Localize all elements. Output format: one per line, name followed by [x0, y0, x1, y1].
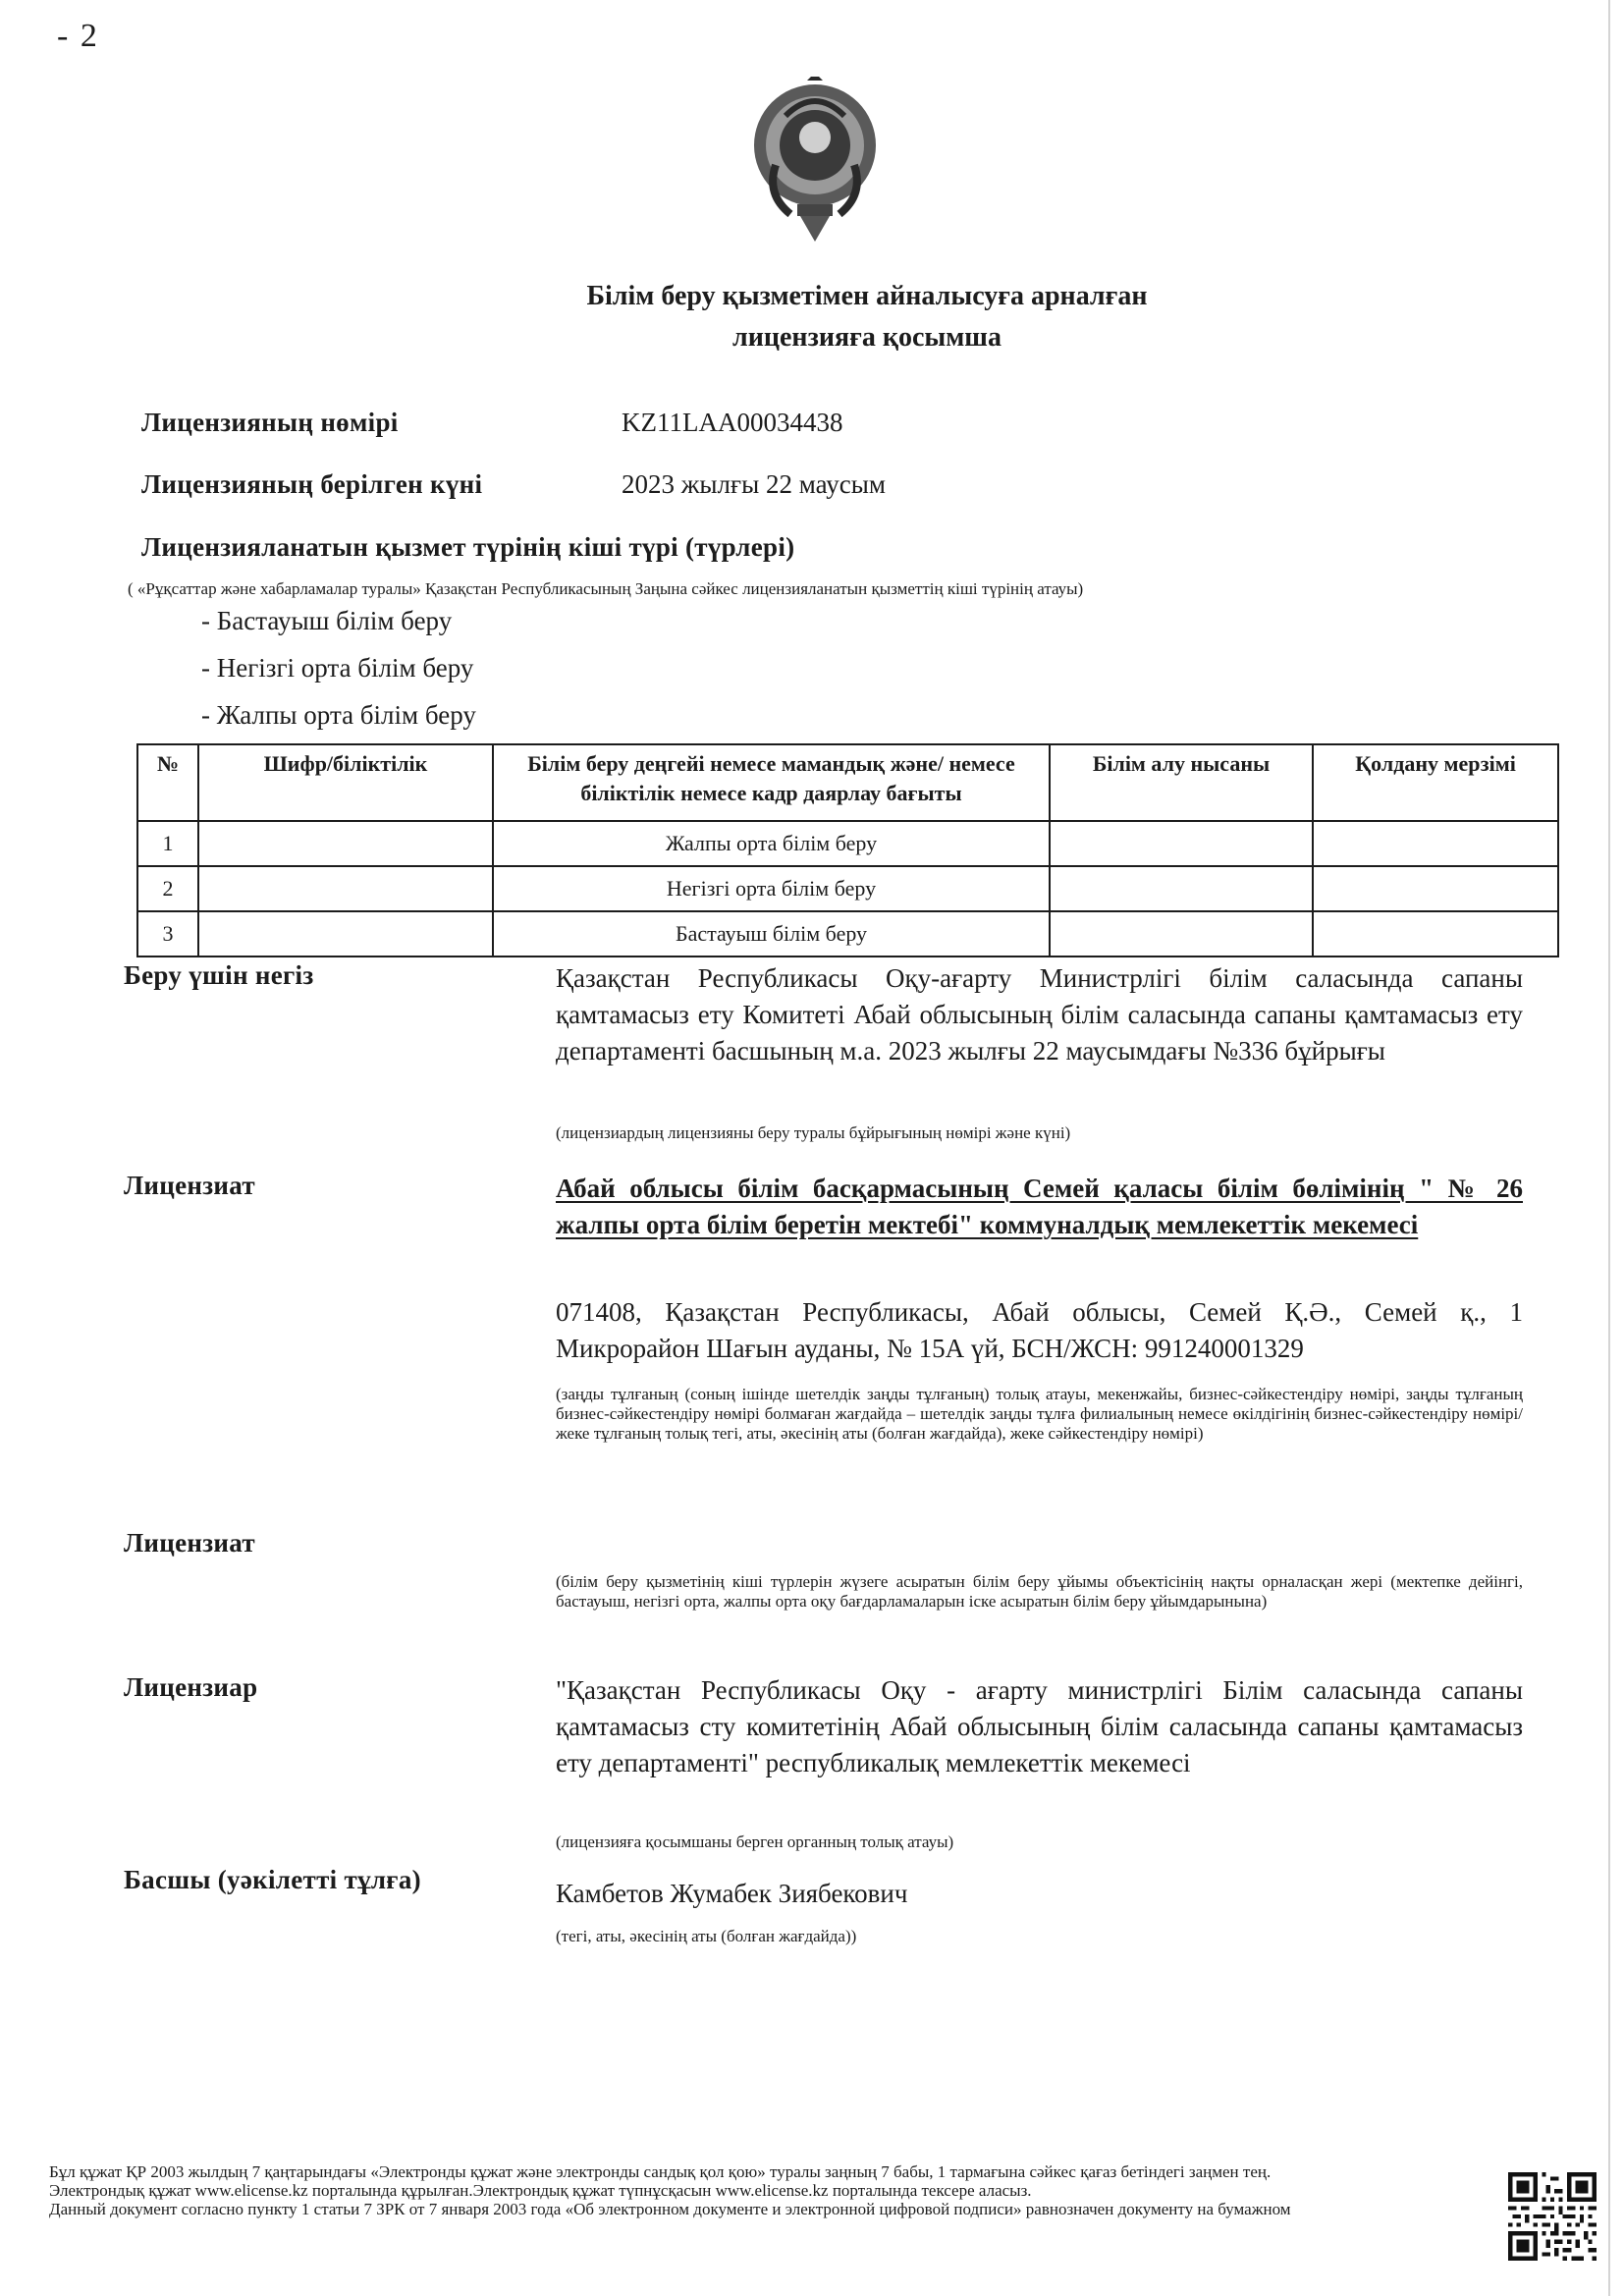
- document-title-line-1: Білім беру қызметімен айналысуға арналған: [586, 281, 1148, 311]
- state-emblem-icon: [746, 77, 884, 248]
- row-number: 1: [137, 821, 198, 866]
- basis-note: (лицензиардың лицензияны беру туралы бұйрығының нөмірі және күні): [556, 1123, 1071, 1142]
- scan-edge-divider: [1608, 0, 1610, 2296]
- license-number-label: Лицензияның нөмірі: [141, 408, 399, 437]
- subtypes-label: Лицензияланатын қызмет түрінің кіші түрі (түрлері): [141, 532, 795, 562]
- licensee-name: Абай облысы білім басқармасының Семей қаласы білім бөлімінің " № 26 жалпы орта білім беретін мектебі" коммуналдық мемлекеттік мекемесі: [556, 1174, 1523, 1239]
- licensee-note: (заңды тұлғаның (соның ішінде шетелдік заңды тұлғаның) толық атауы, мекенжайы, бизнес-сәйкестендіру нөмірі, заңды тұлғаның бизнес-сәйкестендіру нөмірі болмаған жағдайда – шетелдік заңды тұлға филиалының немесе өкілдігінің бизнес-сәйкестендіру нөмірі/жеке тұлғаның толық тегі, аты, әкесінің аты (болған жағдайда), жеке сәйкестендіру нөмірі): [556, 1385, 1523, 1443]
- licensee-location-note: (білім беру қызметінің кіші түрлерін жүзеге асыратын білім беру ұйымы объектісінің нақты орналасқан жері (мектепке дейінгі, бастауыш, негізгі орта, жалпы орта оқу бағдарламаларын іске асыратын білім беру ұйымдарынына): [556, 1572, 1523, 1611]
- footer-line: Электрондық құжат www.elicense.kz порталында құрылған.Электрондық құжат түпнұсқасын www.elicense.kz порталында тексере аласыз.: [49, 2181, 1032, 2200]
- column-header-number: №: [137, 744, 198, 821]
- row-code: [198, 821, 493, 866]
- table-row: [137, 911, 1558, 957]
- row-level: Жалпы орта білім беру: [493, 821, 1050, 866]
- licensor-label: Лицензиар: [124, 1672, 258, 1702]
- row-form: [1050, 911, 1313, 957]
- subtypes-note: ( «Рұқсаттар және хабарламалар туралы» Қазақстан Республикасының Заңына сәйкес лицензияланатын қызметтің кіші түрінің атауы): [128, 579, 1084, 598]
- column-header-term: Қолдану мерзімі: [1313, 744, 1558, 821]
- head-value: Камбетов Жумабек Зиябекович: [556, 1879, 908, 1908]
- column-header-code: Шифр/біліктілік: [198, 744, 493, 821]
- qr-code-icon[interactable]: [1508, 2172, 1597, 2261]
- row-form: [1050, 821, 1313, 866]
- subtype-item: - Негізгі орта білім беру: [201, 653, 474, 683]
- licensee-label: Лицензиат: [124, 1171, 255, 1200]
- license-number-value: KZ11LAA00034438: [622, 408, 843, 437]
- row-code: [198, 911, 493, 957]
- subtype-item: - Бастауыш білім беру: [201, 606, 453, 635]
- footer-line: Бұл құжат ҚР 2003 жылдың 7 қаңтарындағы «Электронды құжат және электронды сандық қол қою» туралы заңның 7 бабы, 1 тармағына сәйкес қағаз бетіндегі заңмен тең.: [49, 2162, 1272, 2181]
- table-header-row: [137, 744, 1558, 821]
- basis-label: Беру үшін негіз: [124, 960, 314, 990]
- table-row: [137, 821, 1558, 866]
- row-term: [1313, 821, 1558, 866]
- basis-value: Қазақстан Республикасы Оқу-ағарту Министрлігі білім саласында сапаны қамтамасыз ету Комитеті Абай облысының білім саласында сапаны қамтамасыз ету департаменті басшының м.а. 2023 жылғы 22 маусымдағы №336 бұйрығы: [556, 963, 1523, 1066]
- row-level: Негізгі орта білім беру: [493, 866, 1050, 911]
- licensee-address: 071408, Қазақстан Республикасы, Абай облысы, Семей Қ.Ә., Семей қ., 1 Микрорайон Шағын ауданы, № 15А үй, БСН/ЖСН: 991240001329: [556, 1297, 1523, 1363]
- table-row: [137, 866, 1558, 911]
- qualification-table: [136, 743, 1559, 957]
- licensee-location-label: Лицензиат: [124, 1528, 255, 1558]
- subtype-item: - Жалпы орта білім беру: [201, 700, 476, 730]
- row-number: 2: [137, 866, 198, 911]
- column-header-form: Білім алу нысаны: [1050, 744, 1313, 821]
- row-level: Бастауыш білім беру: [493, 911, 1050, 957]
- page-number: - 2: [57, 18, 99, 54]
- head-label: Басшы (уәкілетті тұлға): [124, 1865, 421, 1894]
- row-number: 3: [137, 911, 198, 957]
- licensor-value: "Қазақстан Республикасы Оқу - ағарту министрлігі Білім саласында сапаны қамтамасыз сту комитетінің Абай облысының білім саласында сапаны қамтамасыз ету департаменті" республикалық мемлекеттік мекемесі: [556, 1675, 1523, 1777]
- row-term: [1313, 866, 1558, 911]
- footer-disclaimer: [49, 2162, 1483, 2218]
- issue-date-label: Лицензияның берілген күні: [141, 469, 483, 499]
- document-title-line-2: лицензияға қосымша: [732, 322, 1001, 353]
- footer-line: Данный документ согласно пункту 1 статьи 7 ЗРК от 7 января 2003 года «Об электронном документе и электронной цифровой подписи» равнозначен документу на бумажном: [49, 2200, 1291, 2218]
- head-note: (тегі, аты, әкесінің аты (болған жағдайда)): [556, 1927, 857, 1945]
- column-header-level: Білім беру деңгейі немесе мамандық және/ немесе біліктілік немесе кадр даярлау бағыты: [493, 744, 1050, 821]
- row-code: [198, 866, 493, 911]
- row-form: [1050, 866, 1313, 911]
- licensor-note: (лицензияға қосымшаны берген органның толық атауы): [556, 1832, 954, 1851]
- issue-date-value: 2023 жылғы 22 маусым: [622, 469, 886, 499]
- row-term: [1313, 911, 1558, 957]
